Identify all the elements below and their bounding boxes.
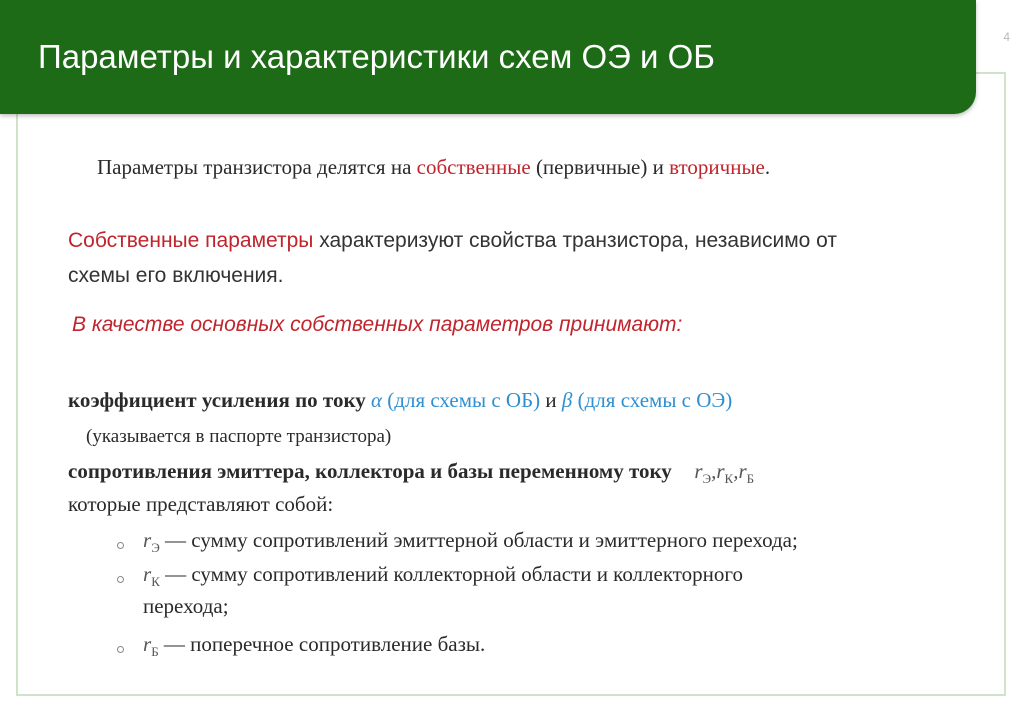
intro-middle: (первичные) и xyxy=(530,155,670,179)
gain-and: и xyxy=(545,388,557,412)
list-item xyxy=(143,562,743,587)
intro-line xyxy=(97,155,770,180)
intro-end: . xyxy=(764,155,771,179)
list-item xyxy=(143,632,485,657)
list-bullet xyxy=(117,646,124,653)
gain-line xyxy=(68,388,732,413)
list-item xyxy=(143,528,798,553)
resistance-symbol: $r_Э$ xyxy=(143,528,160,555)
own-params-term: Собственные параметры xyxy=(68,229,314,252)
own-params-rest: характеризуют свойства транзистора, независимо от xyxy=(313,229,837,252)
list-bullet xyxy=(117,542,124,549)
list-bullet xyxy=(117,576,124,583)
title-bar xyxy=(0,0,976,114)
gain-label: коэффициент усиления по току xyxy=(68,388,366,412)
resistances-label: сопротивления эмиттера, коллектора и базы переменному току xyxy=(68,459,672,483)
resistance-symbols: $r_Э,r_К,r_Б$ xyxy=(694,459,755,486)
list-item-text: — поперечное сопротивление базы. xyxy=(163,632,486,656)
page-number: 4 xyxy=(1003,30,1010,44)
beta-note: (для схемы с ОЭ) xyxy=(577,388,733,412)
intro-secondary-term: вторичные xyxy=(669,155,765,179)
slide-title: Параметры и характеристики схем ОЭ и ОБ xyxy=(38,38,715,75)
resistances-represent: которые представляют собой: xyxy=(68,492,334,516)
passport-note: (указывается в паспорте транзистора) xyxy=(86,426,392,447)
beta-symbol: β xyxy=(561,388,573,412)
alpha-note: (для схемы с ОБ) xyxy=(387,388,541,412)
intro-before: Параметры транзистора делятся на xyxy=(97,155,417,179)
resistance-symbol: $r_Б$ xyxy=(143,632,159,659)
alpha-symbol: α xyxy=(371,388,383,412)
own-params-line1 xyxy=(68,229,837,253)
list-item-text: — сумму сопротивлений эмиттерной области и эмиттерного перехода; xyxy=(165,528,798,552)
resistances-line xyxy=(68,459,754,484)
intro-own-term: собственные xyxy=(416,155,531,179)
resistance-symbol: $r_К$ xyxy=(143,562,160,589)
main-params-heading: В качестве основных собственных параметров принимают: xyxy=(72,313,683,336)
list-item-continuation: перехода; xyxy=(143,594,229,618)
list-item-text: — сумму сопротивлений коллекторной области и коллекторного xyxy=(165,562,743,586)
own-params-line2: схемы его включения. xyxy=(68,264,284,287)
